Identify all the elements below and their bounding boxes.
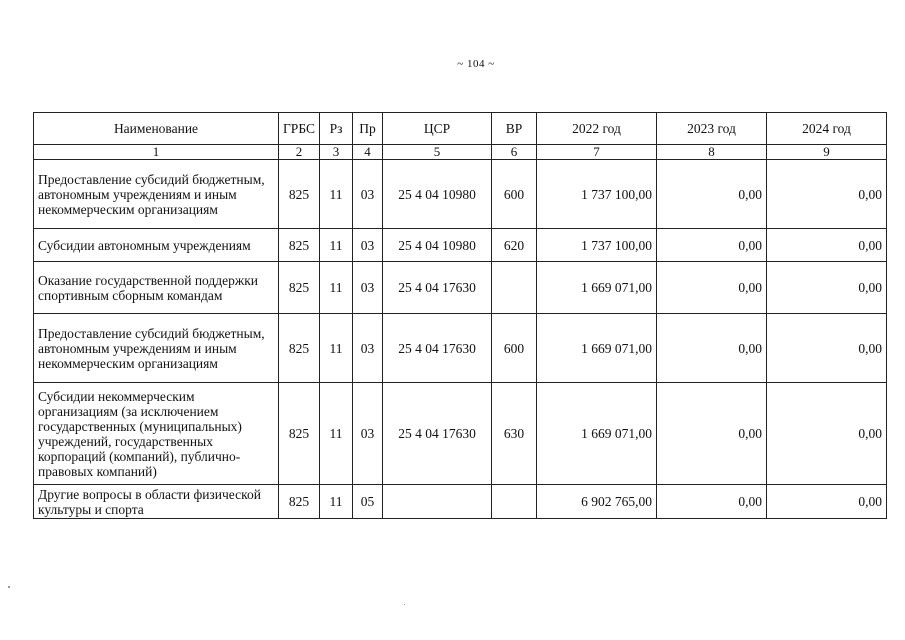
header-2023: 2023 год [657,113,767,145]
row-2023: 0,00 [657,485,767,519]
row-pr: 05 [353,485,383,519]
row-vr: 630 [492,383,537,485]
row-2024: 0,00 [767,314,887,383]
row-2022: 6 902 765,00 [537,485,657,519]
row-2024: 0,00 [767,383,887,485]
row-pr: 03 [353,383,383,485]
row-rz: 11 [320,160,353,229]
table-row [34,262,887,314]
header-pr: Пр [353,113,383,145]
column-index: 4 [353,145,383,160]
row-grbs: 825 [279,229,320,262]
row-vr: 600 [492,160,537,229]
row-pr: 03 [353,314,383,383]
table-row [34,485,887,519]
column-index: 1 [34,145,279,160]
row-2022: 1 669 071,00 [537,314,657,383]
row-vr: 620 [492,229,537,262]
header-grbs: ГРБС [279,113,320,145]
row-rz: 11 [320,262,353,314]
row-rz: 11 [320,383,353,485]
row-2022: 1 669 071,00 [537,383,657,485]
header-name: Наименование [34,113,279,145]
row-2023: 0,00 [657,262,767,314]
budget-table [33,112,887,519]
page-number: ~ 104 ~ [457,58,495,70]
column-index: 3 [320,145,353,160]
row-name: Предоставление субсидий бюджетным, автономным учреждениям и иным некоммерческим организациям [34,160,279,229]
header-csr: ЦСР [383,113,492,145]
row-csr: 25 4 04 17630 [383,262,492,314]
scan-speck [8,586,10,588]
row-grbs: 825 [279,262,320,314]
row-grbs: 825 [279,485,320,519]
row-name: Субсидии автономным учреждениям [34,229,279,262]
table-row [34,229,887,262]
row-csr: 25 4 04 10980 [383,160,492,229]
row-2024: 0,00 [767,229,887,262]
row-2022: 1 737 100,00 [537,160,657,229]
row-grbs: 825 [279,160,320,229]
row-2022: 1 737 100,00 [537,229,657,262]
row-2023: 0,00 [657,160,767,229]
row-name: Предоставление субсидий бюджетным, автономным учреждениям и иным некоммерческим организациям [34,314,279,383]
header-2024: 2024 год [767,113,887,145]
column-index: 9 [767,145,887,160]
row-vr: 600 [492,314,537,383]
scan-speck [404,604,405,605]
header-row [34,113,887,145]
header-rz: Рз [320,113,353,145]
row-csr: 25 4 04 17630 [383,383,492,485]
row-csr: 25 4 04 10980 [383,229,492,262]
row-2023: 0,00 [657,314,767,383]
row-pr: 03 [353,262,383,314]
column-index: 5 [383,145,492,160]
row-2024: 0,00 [767,160,887,229]
row-grbs: 825 [279,383,320,485]
row-2024: 0,00 [767,485,887,519]
row-name: Другие вопросы в области физической культуры и спорта [34,485,279,519]
row-2024: 0,00 [767,262,887,314]
column-index: 2 [279,145,320,160]
column-index-row [34,145,887,160]
row-2022: 1 669 071,00 [537,262,657,314]
row-pr: 03 [353,160,383,229]
row-pr: 03 [353,229,383,262]
row-name: Оказание государственной поддержки спортивным сборным командам [34,262,279,314]
row-2023: 0,00 [657,229,767,262]
row-vr [492,485,537,519]
column-index: 8 [657,145,767,160]
table-row [34,160,887,229]
row-vr [492,262,537,314]
table-row [34,314,887,383]
row-2023: 0,00 [657,383,767,485]
row-name: Субсидии некоммерческим организациям (за исключением государственных (муниципальных) учреждений, государственных корпораций (компаний), публично-правовых компаний) [34,383,279,485]
header-vr: ВР [492,113,537,145]
column-index: 6 [492,145,537,160]
table-row [34,383,887,485]
row-grbs: 825 [279,314,320,383]
header-2022: 2022 год [537,113,657,145]
column-index: 7 [537,145,657,160]
row-rz: 11 [320,314,353,383]
row-rz: 11 [320,485,353,519]
row-csr: 25 4 04 17630 [383,314,492,383]
row-csr [383,485,492,519]
row-rz: 11 [320,229,353,262]
